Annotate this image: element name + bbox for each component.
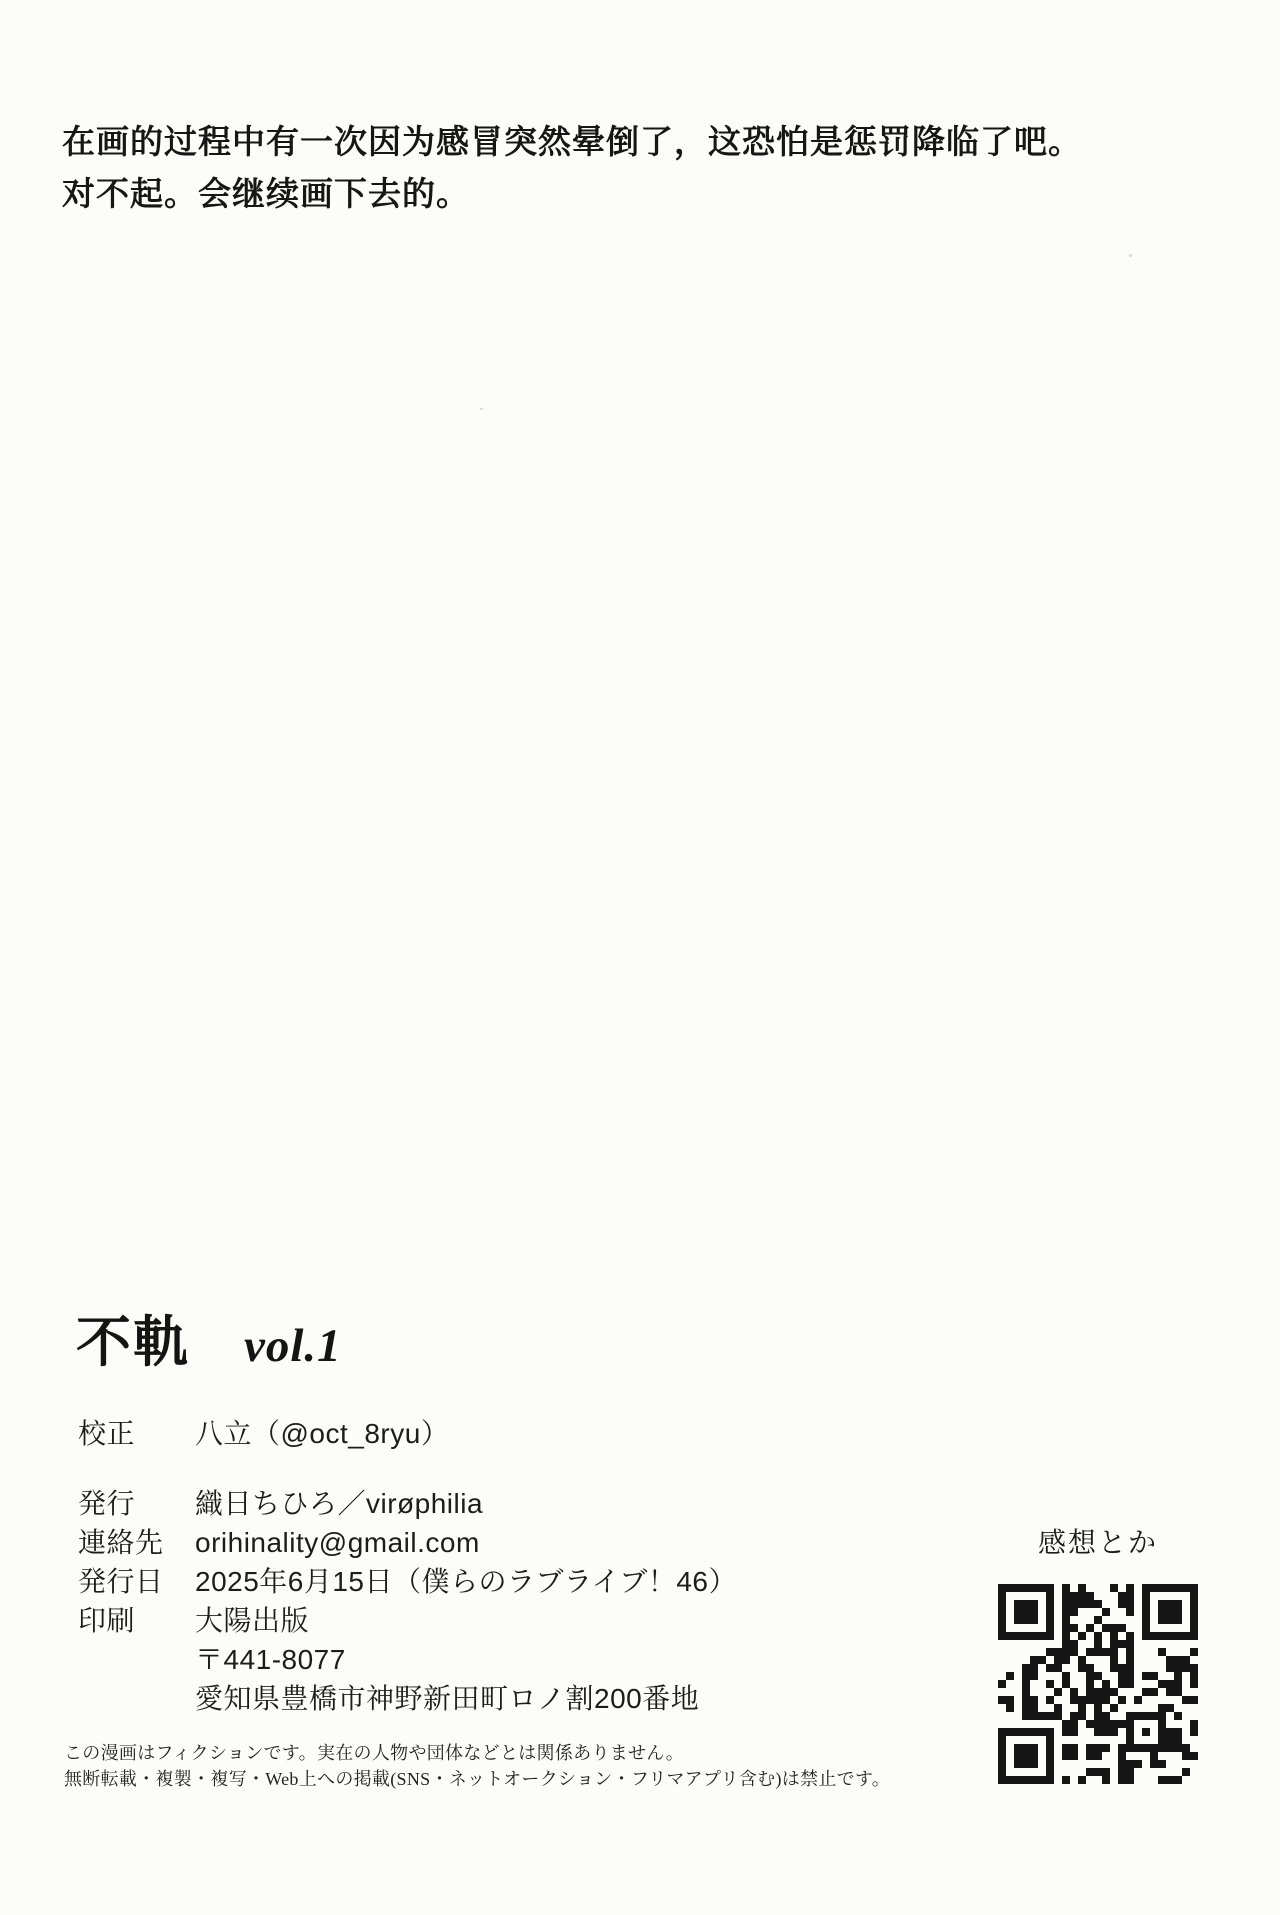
scan-speckle (480, 408, 483, 410)
printer-postal-code: 〒441-8077 (195, 1644, 346, 1675)
credit-value: 織日ちひろ／virøphilia (195, 1488, 484, 1519)
printer-address-row (78, 1679, 737, 1718)
credit-label: 校正 (78, 1418, 136, 1449)
qr-code-icon (998, 1584, 1198, 1784)
afterword-line-2: 对不起。会继续画下去的。 (62, 175, 470, 212)
credit-value: 大陽出版 (195, 1605, 310, 1636)
feedback-qr-block (998, 1526, 1198, 1784)
credit-row-publisher (78, 1484, 737, 1523)
book-title-main: 不軌 (76, 1312, 191, 1373)
credit-row-contact (78, 1523, 737, 1562)
publishing-credits (78, 1484, 737, 1718)
credit-value: 八立（@oct_8ryu） (195, 1418, 450, 1449)
credit-row-publish-date (78, 1562, 737, 1601)
qr-caption: 感想とか (1037, 1527, 1158, 1558)
credit-row-proofreading (78, 1414, 737, 1453)
afterword-message (62, 116, 1082, 220)
book-title-volume: vol.1 (244, 1320, 342, 1372)
legal-notes (64, 1740, 890, 1792)
credit-label-spacer (78, 1679, 195, 1718)
credit-label: 印刷 (78, 1605, 136, 1636)
no-reproduction-notice: 無断転載・複製・複写・Web上への掲載(SNS・ネットオークション・フリマアプリ含む)は禁止です。 (64, 1769, 891, 1789)
credit-label-spacer (78, 1640, 195, 1679)
credit-label: 発行 (78, 1488, 136, 1519)
fiction-disclaimer: この漫画はフィクションです。実在の人物や団体などとは関係ありません。 (64, 1743, 685, 1763)
afterword-line-1: 在画的过程中有一次因为感冒突然晕倒了，这恐怕是惩罚降临了吧。 (62, 123, 1082, 160)
printer-postal-row (78, 1640, 737, 1679)
scan-speckle (1129, 254, 1132, 257)
credit-value-email: orihinality@gmail.com (195, 1527, 480, 1558)
credit-value: 2025年6月15日（僕らのラブライブ！46） (195, 1566, 737, 1597)
credit-label: 発行日 (78, 1566, 164, 1597)
credits-block (78, 1414, 737, 1718)
credit-row-printer (78, 1601, 737, 1640)
credit-label: 連絡先 (78, 1527, 164, 1558)
printer-address: 愛知県豊橋市神野新田町ロノ割200番地 (195, 1683, 700, 1714)
book-title (76, 1298, 342, 1377)
